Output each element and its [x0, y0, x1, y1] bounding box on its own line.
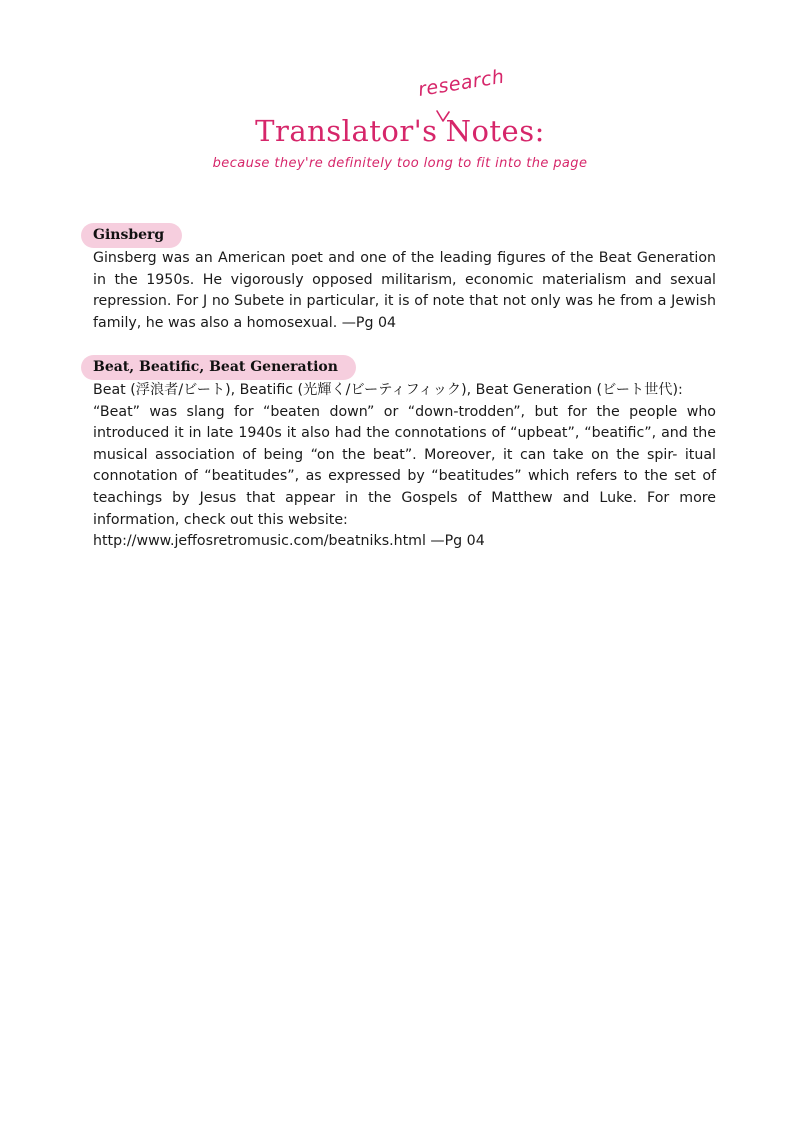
title-main: Translator's [255, 114, 438, 148]
note-body [93, 380, 716, 553]
note-url-link[interactable]: http://www.jeffosretromusic.com/beatniks.html —Pg 04 [93, 533, 485, 550]
note-heading-text: Ginsberg [93, 227, 165, 243]
page-subtitle: because they're definitely too long to fit into the page [212, 156, 588, 171]
note-heading [93, 225, 176, 245]
note-paragraph: “Beat” was slang for “beaten down” or “down-trodden”, but for the people who introduced it in late 1940s it also had the connotations of “upbeat”, “beatific”, and the musical association of being “on the beat”. Moreover, it can take on the spir- itual connotation of “beatitudes”, as expressed by “beatitudes” which refers to the set of teachings by Jesus that appear in the Gospels of Matthew and Luke. For more information, check out this website: [93, 403, 716, 528]
note-paragraph: Ginsberg was an American poet and one of the leading figures of the Beat Generation in the 1950s. He vigorously opposed militarism, economic materialism and sexual repression. For J no Subete in particular, it is of note that not only was he from a Jewish family, he was also a homosexual. —Pg 04 [93, 250, 716, 331]
note-heading [93, 357, 350, 377]
note-ginsberg [93, 224, 716, 334]
inserted-word-annotation: research [416, 65, 506, 101]
note-heading-text: Beat, Beatific, Beat Generation [93, 359, 338, 375]
title-end: Notes: [445, 114, 545, 148]
note-body [93, 248, 716, 334]
note-term-line: Beat (浮浪者/ビート), Beatific (光輝く/ビーティフィック), Beat Generation (ビート世代): [93, 382, 683, 398]
page-header [0, 0, 800, 200]
note-beat [93, 356, 716, 553]
page-title [0, 114, 800, 148]
